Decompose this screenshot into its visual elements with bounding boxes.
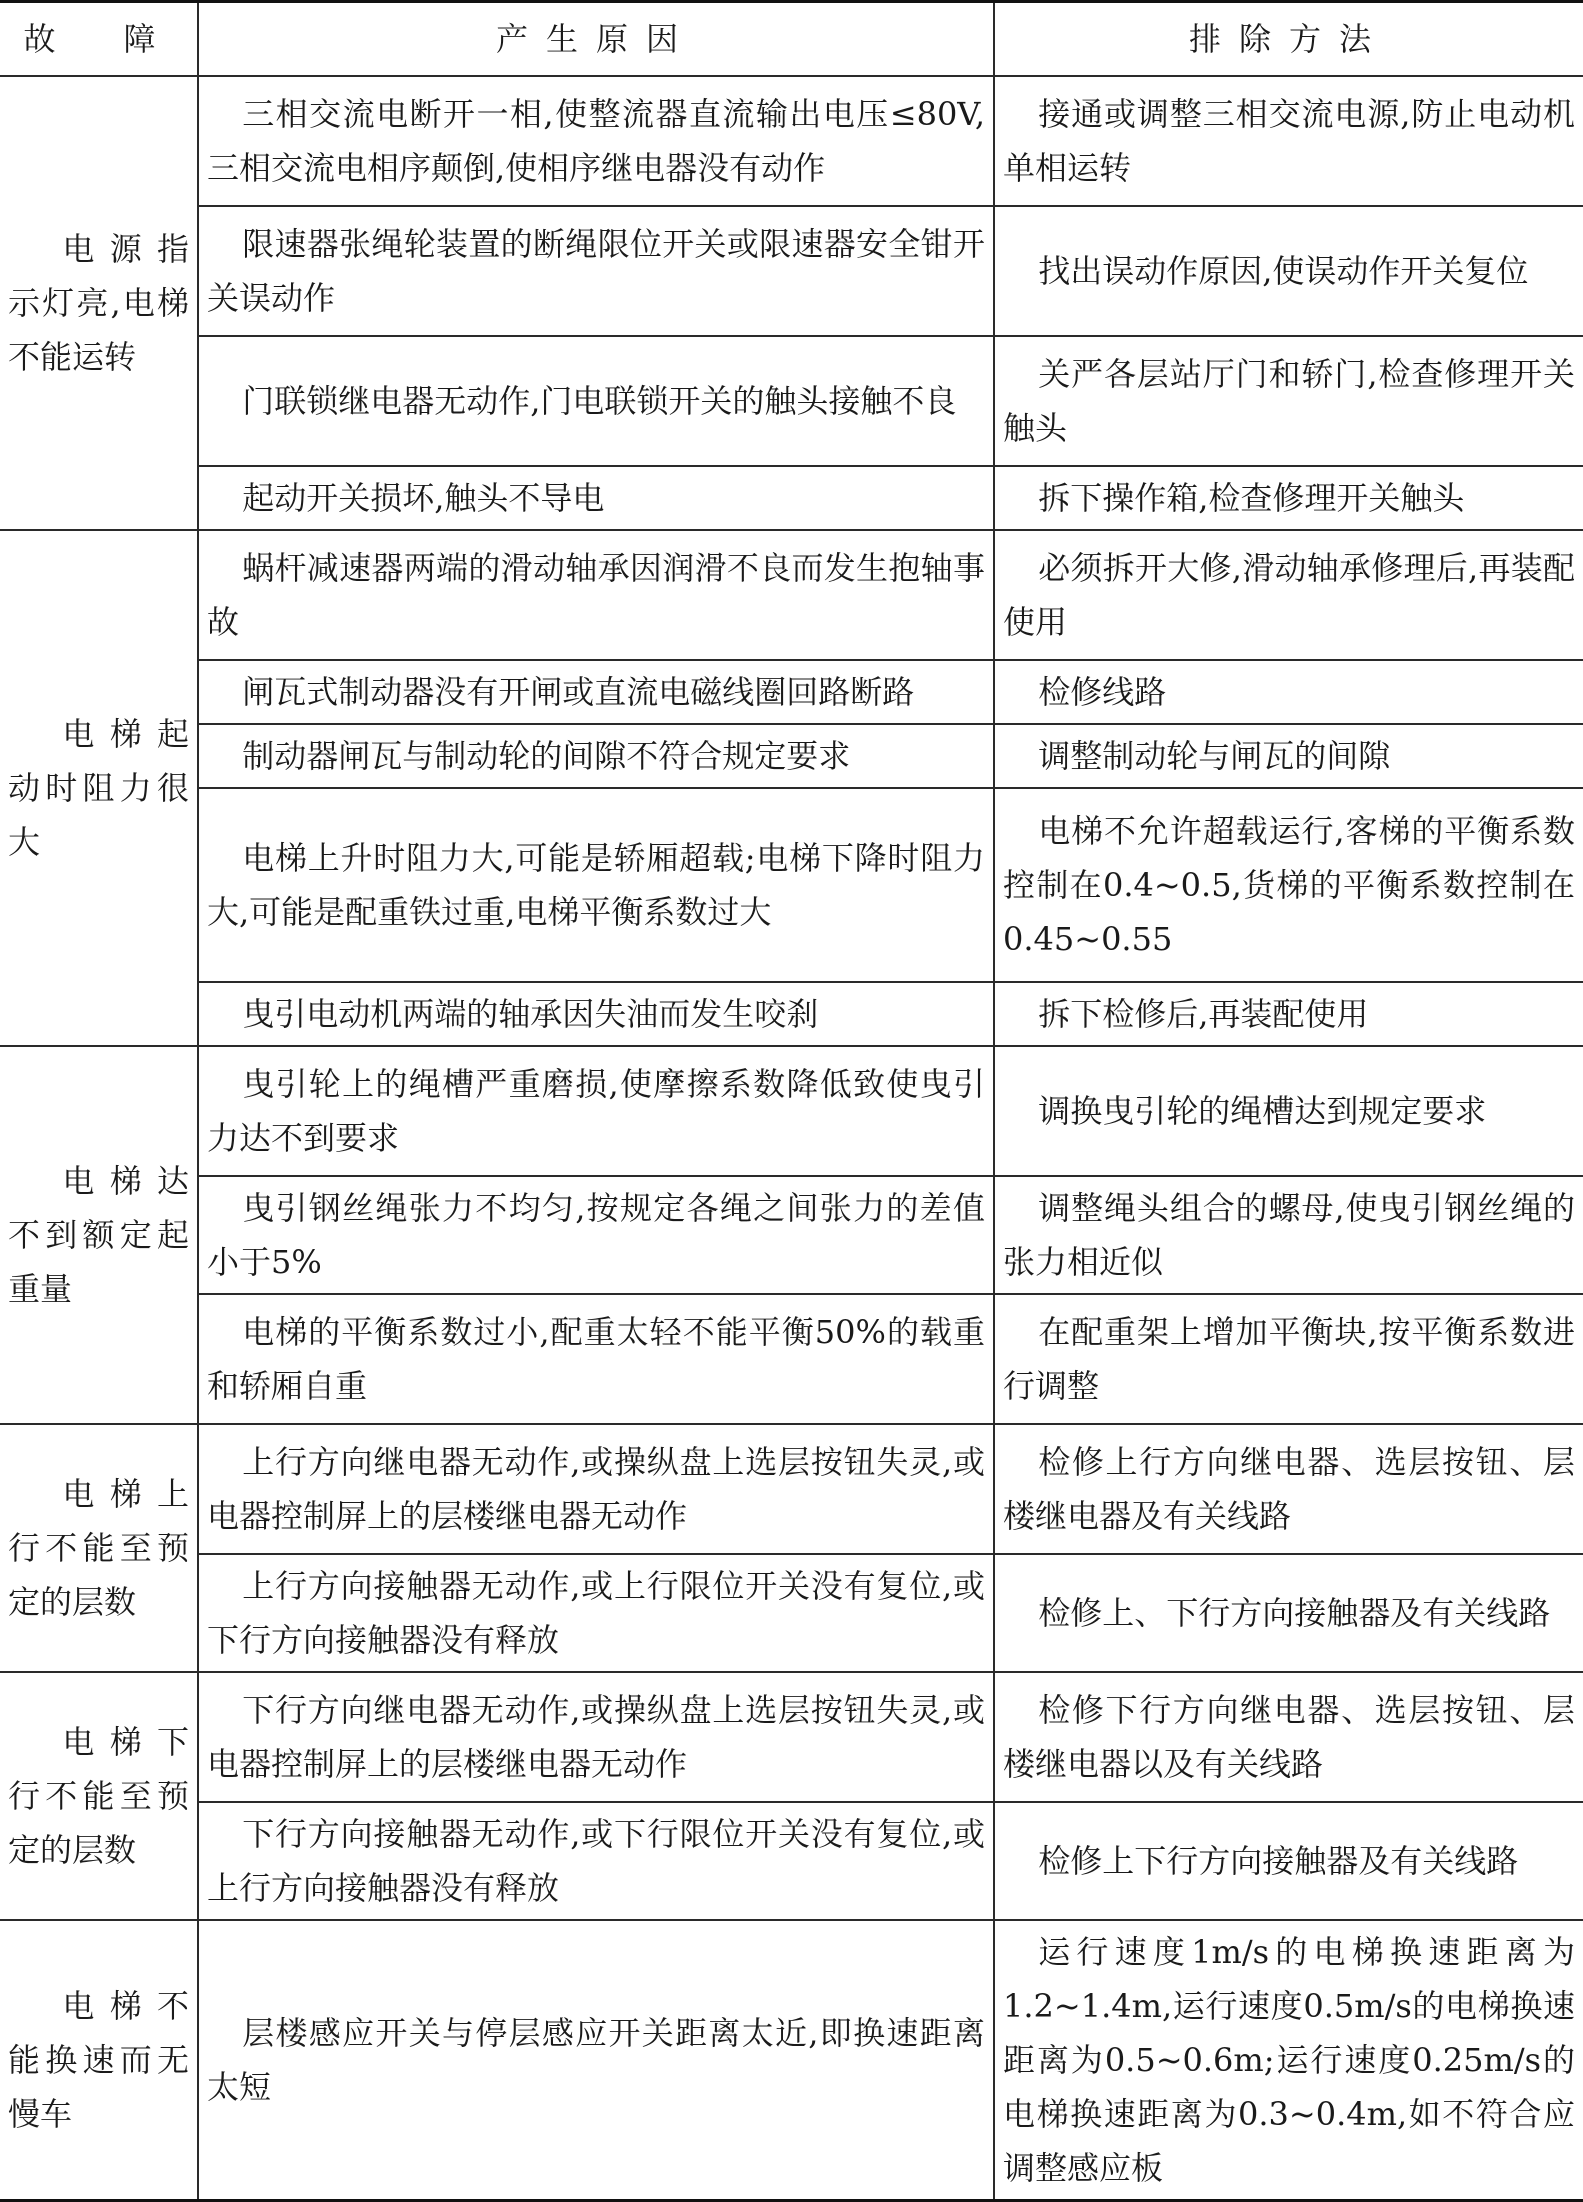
table-row (0, 1424, 1583, 1554)
cause-cell: 曳引轮上的绳槽严重磨损,使摩擦系数降低致使曳引力达不到要求 (198, 1046, 994, 1176)
fault-cell: 电梯上行不能至预定的层数 (0, 1424, 198, 1672)
fault-cell: 电梯下行不能至预定的层数 (0, 1672, 198, 1920)
fix-cell: 接通或调整三相交流电源,防止电动机单相运转 (994, 76, 1583, 206)
table-row (0, 1802, 1583, 1920)
fix-cell: 检修线路 (994, 660, 1583, 724)
cause-cell: 三相交流电断开一相,使整流器直流输出电压≤80V,三相交流电相序颠倒,使相序继电器没有动作 (198, 76, 994, 206)
fix-cell: 调整制动轮与闸瓦的间隙 (994, 724, 1583, 788)
fault-cell: 电源指示灯亮,电梯不能运转 (0, 76, 198, 530)
cause-cell: 电梯的平衡系数过小,配重太轻不能平衡50%的载重和轿厢自重 (198, 1294, 994, 1424)
table-row (0, 1046, 1583, 1176)
table-row (0, 1920, 1583, 2201)
table-row (0, 1672, 1583, 1802)
fix-cell: 检修上、下行方向接触器及有关线路 (994, 1554, 1583, 1672)
cause-cell: 层楼感应开关与停层感应开关距离太近,即换速距离太短 (198, 1920, 994, 2201)
table-row (0, 466, 1583, 530)
fix-cell: 拆下检修后,再装配使用 (994, 982, 1583, 1046)
fix-cell: 运行速度1m/s的电梯换速距离为1.2~1.4m,运行速度0.5m/s的电梯换速距离为0.5~0.6m;运行速度0.25m/s的电梯换速距离为0.3~0.4m,如不符合应调整感应板 (994, 1920, 1583, 2201)
table-row (0, 1554, 1583, 1672)
fix-cell: 电梯不允许超载运行,客梯的平衡系数控制在0.4~0.5,货梯的平衡系数控制在0.45~0.55 (994, 788, 1583, 982)
cause-cell: 电梯上升时阻力大,可能是轿厢超载;电梯下降时阻力大,可能是配重铁过重,电梯平衡系数过大 (198, 788, 994, 982)
fix-cell: 检修上下行方向接触器及有关线路 (994, 1802, 1583, 1920)
table-row (0, 530, 1583, 660)
fix-cell: 调换曳引轮的绳槽达到规定要求 (994, 1046, 1583, 1176)
cause-cell: 曳引钢丝绳张力不均匀,按规定各绳之间张力的差值小于5% (198, 1176, 994, 1294)
header-fix: 排除方法 (994, 2, 1583, 77)
header-row (0, 2, 1583, 77)
table-row (0, 206, 1583, 336)
cause-cell: 限速器张绳轮装置的断绳限位开关或限速器安全钳开关误动作 (198, 206, 994, 336)
fix-cell: 检修下行方向继电器、选层按钮、层楼继电器以及有关线路 (994, 1672, 1583, 1802)
fix-cell: 在配重架上增加平衡块,按平衡系数进行调整 (994, 1294, 1583, 1424)
table-row (0, 76, 1583, 206)
cause-cell: 制动器闸瓦与制动轮的间隙不符合规定要求 (198, 724, 994, 788)
cause-cell: 闸瓦式制动器没有开闸或直流电磁线圈回路断路 (198, 660, 994, 724)
fix-cell: 必须拆开大修,滑动轴承修理后,再装配使用 (994, 530, 1583, 660)
cause-cell: 门联锁继电器无动作,门电联锁开关的触头接触不良 (198, 336, 994, 466)
cause-cell: 曳引电动机两端的轴承因失油而发生咬刹 (198, 982, 994, 1046)
table-row (0, 336, 1583, 466)
cause-cell: 上行方向接触器无动作,或上行限位开关没有复位,或下行方向接触器没有释放 (198, 1554, 994, 1672)
table-row (0, 982, 1583, 1046)
fix-cell: 检修上行方向继电器、选层按钮、层楼继电器及有关线路 (994, 1424, 1583, 1554)
cause-cell: 下行方向接触器无动作,或下行限位开关没有复位,或上行方向接触器没有释放 (198, 1802, 994, 1920)
fault-cell: 电梯起动时阻力很大 (0, 530, 198, 1046)
cause-cell: 上行方向继电器无动作,或操纵盘上选层按钮失灵,或电器控制屏上的层楼继电器无动作 (198, 1424, 994, 1554)
table-row (0, 788, 1583, 982)
fix-cell: 关严各层站厅门和轿门,检查修理开关触头 (994, 336, 1583, 466)
cause-cell: 起动开关损坏,触头不导电 (198, 466, 994, 530)
header-cause: 产生原因 (198, 2, 994, 77)
fix-cell: 找出误动作原因,使误动作开关复位 (994, 206, 1583, 336)
fault-cell: 电梯达不到额定起重量 (0, 1046, 198, 1424)
table-body (0, 76, 1583, 2201)
fix-cell: 调整绳头组合的螺母,使曳引钢丝绳的张力相近似 (994, 1176, 1583, 1294)
cause-cell: 下行方向继电器无动作,或操纵盘上选层按钮失灵,或电器控制屏上的层楼继电器无动作 (198, 1672, 994, 1802)
cause-cell: 蜗杆减速器两端的滑动轴承因润滑不良而发生抱轴事故 (198, 530, 994, 660)
table-row (0, 724, 1583, 788)
fault-cell: 电梯不能换速而无慢车 (0, 1920, 198, 2201)
table-row (0, 660, 1583, 724)
table-row (0, 1176, 1583, 1294)
fix-cell: 拆下操作箱,检查修理开关触头 (994, 466, 1583, 530)
header-fault: 故 障 (0, 2, 198, 77)
table-row (0, 1294, 1583, 1424)
